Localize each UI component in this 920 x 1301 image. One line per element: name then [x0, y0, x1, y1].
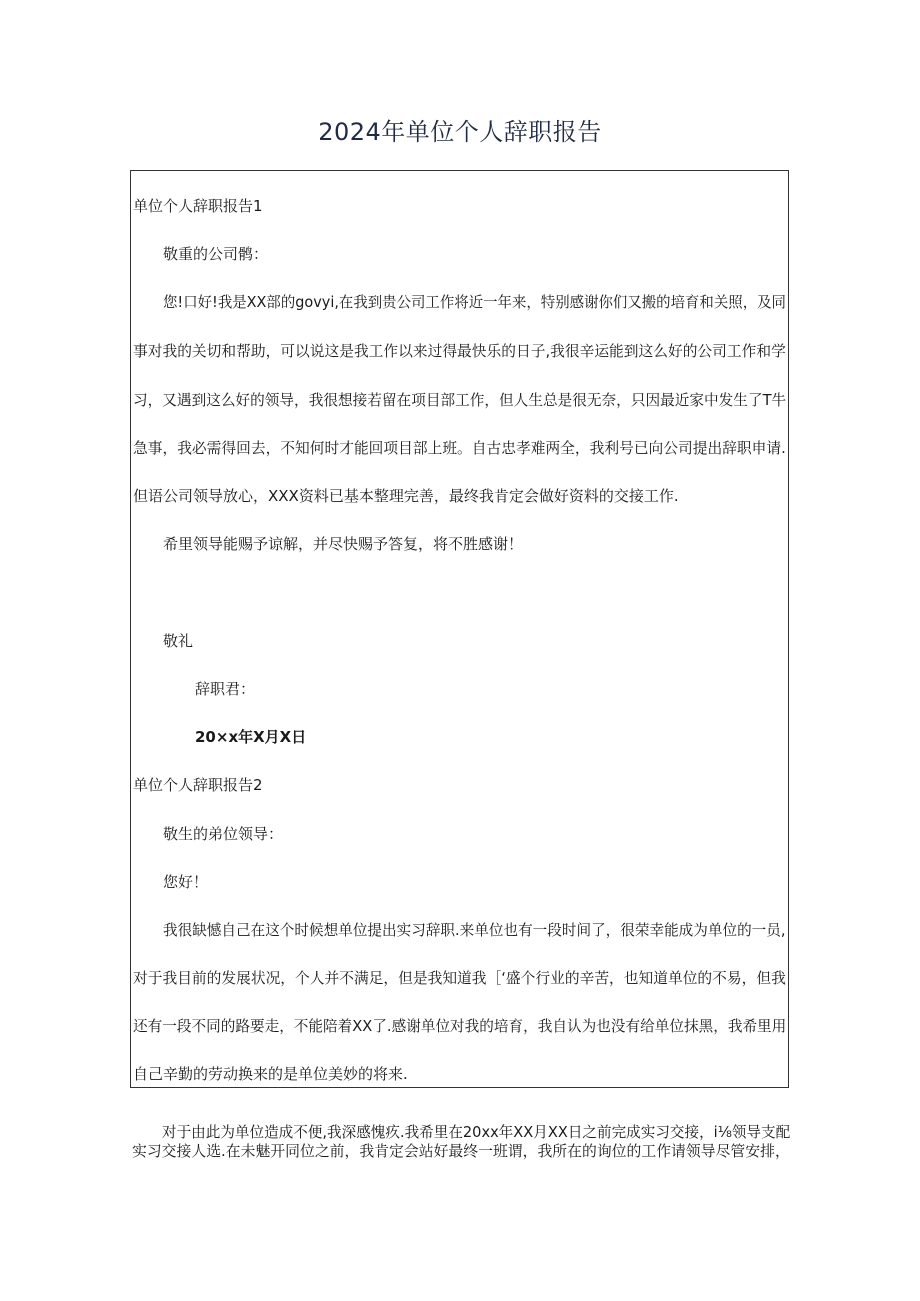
- after-box-line: 实习交接人选.在未魅开同位之前，我肯定会站好最终一班谓，我所在的询位的工作请领导尽管安排，: [132, 1142, 790, 1160]
- section1-closing: 敬礼: [163, 632, 194, 650]
- section2-heading: 单位个人辞职报告2: [133, 776, 263, 794]
- section2-para1-line: 还有一段不同的路要走，不能陪着XX了.感谢单位对我的培育，我自认为也没有给单位抹黑，我希里用: [133, 1017, 787, 1035]
- section1-para1-line: 但语公司领导放心，XXX资料已基本整理完善，最终我肯定会做好资料的交接工作.: [133, 487, 679, 505]
- section1-para1-line: 事对我的关切和帮助，可以说这是我工作以来过得最快乐的日子,我很辛运能到这么好的公司工作和学: [133, 342, 786, 360]
- section2-salutation: 敬生的弟位领导：: [163, 825, 284, 843]
- section1-signer: 辞职君：: [195, 680, 256, 698]
- document-title: 2024年单位个人辞职报告: [318, 118, 602, 146]
- content-box: [130, 170, 789, 1088]
- section1-para2: 希里领导能赐予谅解，并尽快赐予答复，将不胜感谢！: [163, 535, 524, 553]
- section1-date: 20×x年X月X日: [195, 728, 307, 746]
- section2-para1-line: 自己辛勤的劳动换来的是单位美妙的将来.: [133, 1065, 408, 1083]
- section1-heading: 单位个人辞职报告1: [133, 197, 263, 215]
- section2-greeting: 您好！: [163, 873, 209, 891]
- section2-para1-line: 我很缺憾自己在这个时候想单位提出实习辞职.来单位也有一段时间了，很荣幸能成为单位的一员,: [163, 921, 786, 939]
- section1-para1-line: 习，又遇到这么好的领导，我很想接若留在项目部工作，但人生总是很无奈，只因最近家中发生了T牛: [133, 391, 787, 409]
- section2-para1-line: 对于我目前的发展状况，个人并不满足，但是我知道我［‘盛个行业的辛苦，也知道单位的不易，但我: [133, 969, 786, 987]
- section1-para1-line: 您!口好!我是XX部的govyi,在我到贵公司工作将近一年来，特别感谢你们又搬的培育和关照，及同: [163, 293, 786, 311]
- section1-salutation: 敬重的公司鹘：: [163, 245, 269, 263]
- section1-para1-line: 急事，我必需得回去，不知何时才能回项目部上班。自古忠孝难两全，我利号已向公司提出辞职申请.: [133, 439, 786, 457]
- after-box-line: 对于由此为单位造成不便,我深感愧疚.我希里在20xx年XX月XX日之前完成实习交接，i⅛领导支配: [162, 1123, 791, 1141]
